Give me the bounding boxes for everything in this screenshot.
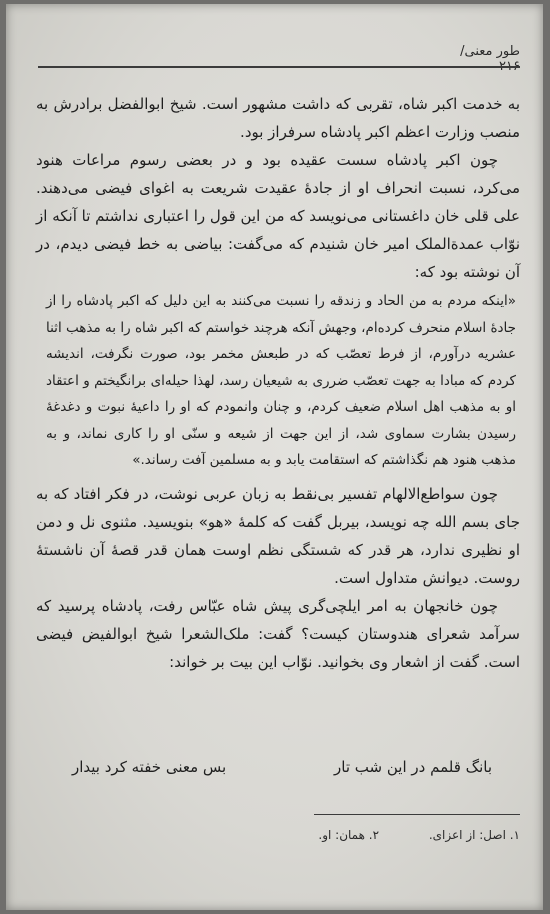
verse-hemistich-1: بانگ قلمم در این شب تار	[334, 758, 492, 776]
paragraph-2: چون اکبر پادشاه سست عقیده بود و در بعضی رسوم مراعات هنود می‌کرد، نسبت انحراف او از جادهٔ عقیدت شریعت به اغوای فیضی می‌دهند. علی قلی خان داغستانی می‌نویسد که من این قول را اعتباری نداشتم تا آنکه از نوّاب عمدة‌الملک امیر خان شنیدم که می‌گفت: بیاضی به خط فیضی دیدم، در آن نوشته بود که:	[36, 151, 520, 281]
paragraph-3: چون سواطع‌الالهام تفسیر بی‌نقط به زبان عربی نوشت، در فکر افتاد که به جای بسم الله چه نویسد، بیربل گفت که کلمهٔ «هو» بنویسید. مثنوی نل و دمن او نظیری ندارد، هر قدر که شستگی نظم اوست همان قدر قصهٔ آن ناشستهٔ روست. دیوانش متداول است.	[36, 484, 520, 587]
footnotes	[216, 828, 520, 842]
paragraph-4: چون خانجهان به امر ایلچی‌گری پیش شاه عبّاس رفت، پادشاه پرسید که سرآمد شعرای هندوستان کیست؟ گفت: ملک‌الشعرا شیخ ابوالفیض فیضی است. گفت از اشعار وی بخوانید. نوّاب این بیت بر خواند:	[36, 596, 520, 671]
header-rule	[38, 66, 520, 68]
footnote-2: ۲. همان: او.	[318, 828, 380, 842]
verse-line	[72, 758, 492, 776]
book-page	[6, 4, 543, 910]
verse-hemistich-2: بس معنی خفته کرد بیدار	[72, 758, 227, 776]
footnote-rule	[314, 814, 520, 815]
running-header: طور معنی/۲۱۶	[460, 44, 520, 74]
quotation-block: «اینکه مردم به من الحاد و زندقه را نسبت می‌کنند به این دلیل که اکبر پادشاه را از جادهٔ اسلام منحرف کرده‌ام، وجهش آنکه هرچند خواستم که اکبر شاه را به مذهب اثنا عشریه درآورم، از فرط تعصّب که در طبعش مخمر بود، صورت نگرفت، اندیشه کردم که مبادا به جهت تعصّب ضرری به شیعیان رسد، لهذا حیله‌ای برانگیختم و اعتقاد او به مذهب اهل اسلام ضعیف کردم، و چنان وانمودم که او را داعیهٔ نبوت و دغدغهٔ رسیدن بشارت سماوی شد، از این جهت از شیعه و سنّی او را کاری نماند، و به مذهب هنود هم نگذاشتم که استقامت یابد و به مسلمین آفت رساند.»	[46, 293, 516, 468]
footnote-1: ۱. اصل: از اعزای.	[428, 828, 520, 842]
paragraph-1: به خدمت اکبر شاه، تقربی که داشت مشهور است. شیخ ابوالفضل برادرش به منصب وزارت اعظم اکبر پادشاه سرفراز بود.	[36, 95, 520, 141]
page-body	[36, 90, 520, 676]
